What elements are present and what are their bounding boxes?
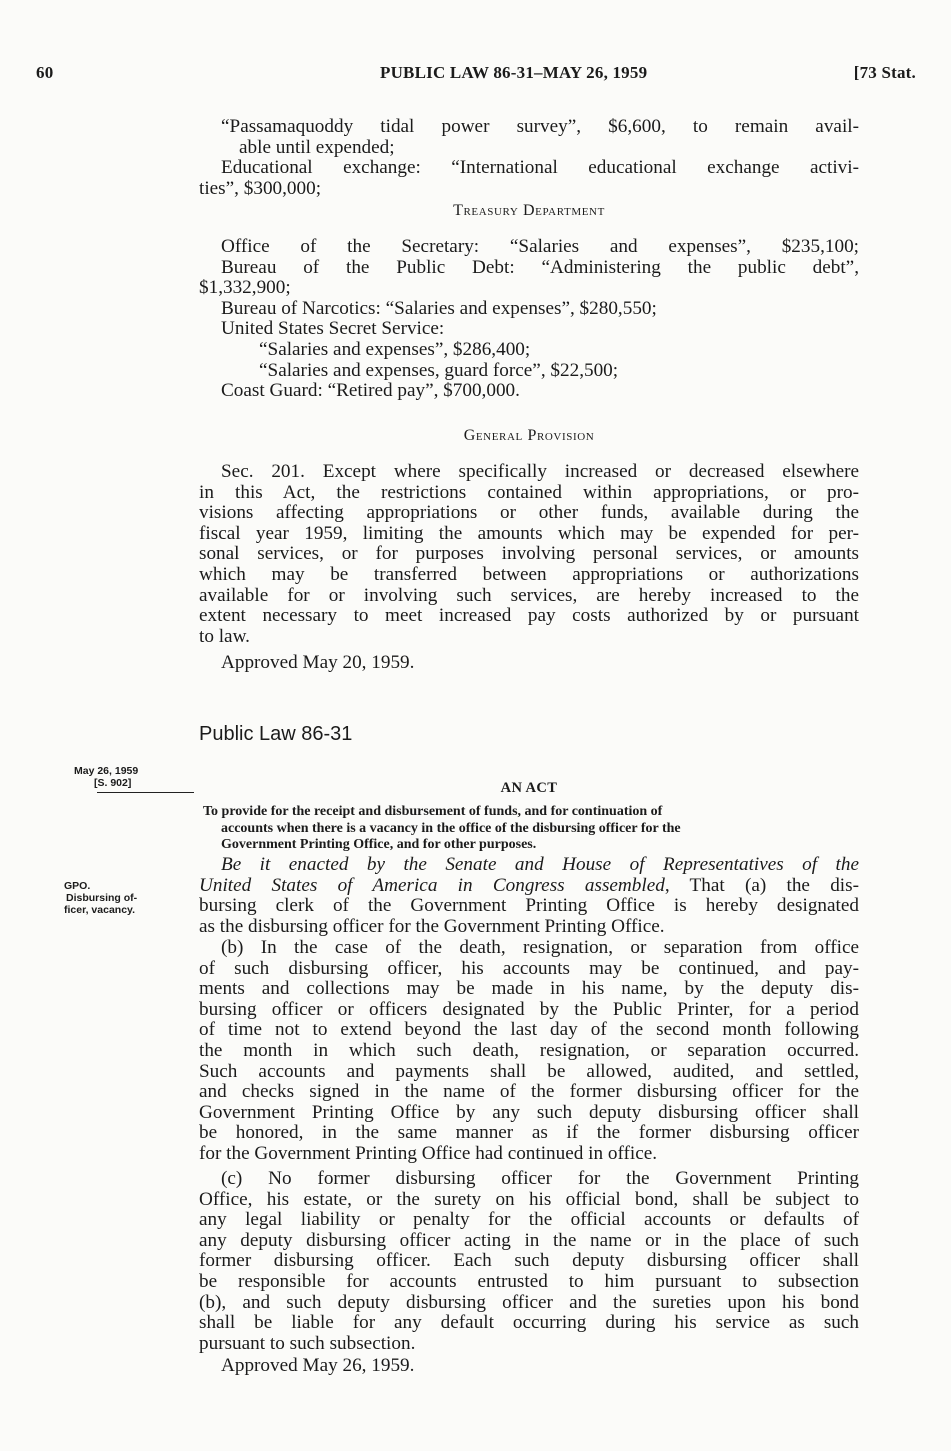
treasury-department-heading: Treasury Department <box>453 202 605 219</box>
text-line: To provide for the receipt and disbursement of funds, and for continuation of <box>203 804 663 819</box>
appropriations-continued <box>199 117 859 199</box>
margin-date <box>74 765 138 789</box>
text-line: (b), and such deputy disbursing officer and the sureties upon his bond <box>199 1291 859 1313</box>
treasury-appropriations <box>199 237 859 402</box>
text-line: to law. <box>199 625 250 647</box>
approval-date-1: Approved May 20, 1959. <box>221 652 415 673</box>
general-provision-heading: General Provision <box>463 427 595 444</box>
text-line: and checks signed in the name of the former disbursing officer for the <box>199 1081 859 1103</box>
subsection-b <box>199 938 859 1165</box>
running-title: PUBLIC LAW 86-31–MAY 26, 1959 <box>380 63 648 82</box>
text-line: Office of the Secretary: “Salaries and expenses”, $235,100; <box>221 236 859 257</box>
page-header <box>36 63 916 89</box>
text-line: available for or involving such services, are hereby increased to the <box>199 584 859 606</box>
text-line: fiscal year 1959, limiting the amounts which may be expended for per- <box>199 522 859 544</box>
margin-note-line: ficer, vacancy. <box>64 904 136 916</box>
text-line: ties”, $300,000; <box>199 177 322 199</box>
text-line: Bureau of the Public Debt: “Administering the public debt”, <box>221 256 859 278</box>
text-line: bursing clerk of the Government Printing Office is hereby designated <box>199 895 859 917</box>
text-line: as the disbursing officer for the Government Printing Office. <box>199 915 665 937</box>
act-purpose <box>203 804 858 854</box>
text-line: be responsible for accounts entrusted to him pursuant to subsection <box>199 1270 859 1292</box>
text-line: of such disbursing officer, his accounts may be continued, and pay- <box>199 957 859 979</box>
text-line: sonal services, or for purposes involving personal services, or amounts <box>199 543 859 565</box>
text-line: pursuant to such subsection. <box>199 1332 416 1354</box>
text-line: “Salaries and expenses”, $286,400; <box>259 338 531 360</box>
margin-note-line: Disbursing of- <box>66 892 138 904</box>
text-line: extent necessary to meet increased pay costs authorized by or pursuant <box>199 605 859 627</box>
text-line: “Passamaquoddy tidal power survey”, $6,600, to remain avail- <box>221 116 859 137</box>
text-line: Educational exchange: “International educational exchange activi- <box>221 157 859 179</box>
text-line: Office, his estate, or the surety on his official bond, shall be subject to <box>199 1188 859 1210</box>
margin-date-line: May 26, 1959 <box>74 765 139 777</box>
text-line: former disbursing officer. Each such deputy disbursing officer shall <box>199 1250 859 1272</box>
text-line <box>199 876 859 897</box>
text-line: Government Printing Office, and for other purposes. <box>221 837 537 852</box>
margin-bill-number: [S. 902] <box>94 777 132 789</box>
text-line: ments and collections may be made in his name, by the deputy dis- <box>199 978 859 1000</box>
text-line: which may be transferred between appropriations or authorizations <box>199 563 859 585</box>
text-line: able until expended; <box>239 136 395 158</box>
margin-rule <box>97 792 194 793</box>
subsection-c <box>199 1169 859 1354</box>
text-line: Bureau of Narcotics: “Salaries and expenses”, $280,550; <box>221 297 657 319</box>
text-line: for the Government Printing Office had continued in office. <box>199 1142 658 1164</box>
text-line <box>199 855 859 876</box>
italic-text: United States of America in Congress assembled <box>199 874 665 896</box>
section-201 <box>199 462 859 647</box>
text-line: “Salaries and expenses, guard force”, $22,500; <box>259 359 619 381</box>
text-span: , That (a) the dis- <box>664 874 859 896</box>
text-line: Sec. 201. Except where specifically increased or decreased elsewhere <box>221 461 859 482</box>
text-line: Government Printing Office by any such deputy disbursing officer shall <box>199 1101 859 1123</box>
text-line: accounts when there is a vacancy in the office of the disbursing officer for the <box>221 820 681 836</box>
text-line: shall be liable for any default occurring during his service as such <box>199 1312 859 1334</box>
text-line: of time not to extend beyond the last day of the second month following <box>199 1019 859 1041</box>
text-line: Coast Guard: “Retired pay”, $700,000. <box>221 380 520 402</box>
page-number: 60 <box>36 63 54 82</box>
text-line: the month in which such death, resignation, or separation occurred. <box>199 1039 859 1061</box>
margin-note-line: GPO. <box>64 880 91 892</box>
text-line: in this Act, the restrictions contained within appropriations, or pro- <box>199 481 859 503</box>
text-line: any deputy disbursing officer acting in the name or in the place of such <box>199 1229 859 1251</box>
text-line: Such accounts and payments shall be allowed, audited, and settled, <box>199 1060 859 1082</box>
text-line: $1,332,900; <box>199 277 291 299</box>
text-line: be honored, in the same manner as if the former disbursing officer <box>199 1122 859 1144</box>
text-line: United States Secret Service: <box>221 318 445 340</box>
public-law-title: Public Law 86-31 <box>199 723 353 745</box>
enacting-clause <box>199 855 859 937</box>
text-line: (b) In the case of the death, resignation, or separation from office <box>221 937 859 958</box>
margin-note <box>64 880 137 916</box>
italic-text: Be it enacted by the Senate and House of Representatives of the <box>221 854 859 875</box>
text-line: (c) No former disbursing officer for the Government Printing <box>221 1168 859 1189</box>
approval-date-2: Approved May 26, 1959. <box>221 1355 415 1376</box>
text-line: bursing officer or officers designated by the Public Printer, for a period <box>199 998 859 1020</box>
text-line: visions affecting appropriations or other funds, available during the <box>199 502 859 524</box>
text-line: any legal liability or penalty for the official accounts or defaults of <box>199 1209 859 1231</box>
an-act-heading: AN ACT <box>500 780 558 796</box>
statute-reference: [73 Stat. <box>853 63 916 82</box>
